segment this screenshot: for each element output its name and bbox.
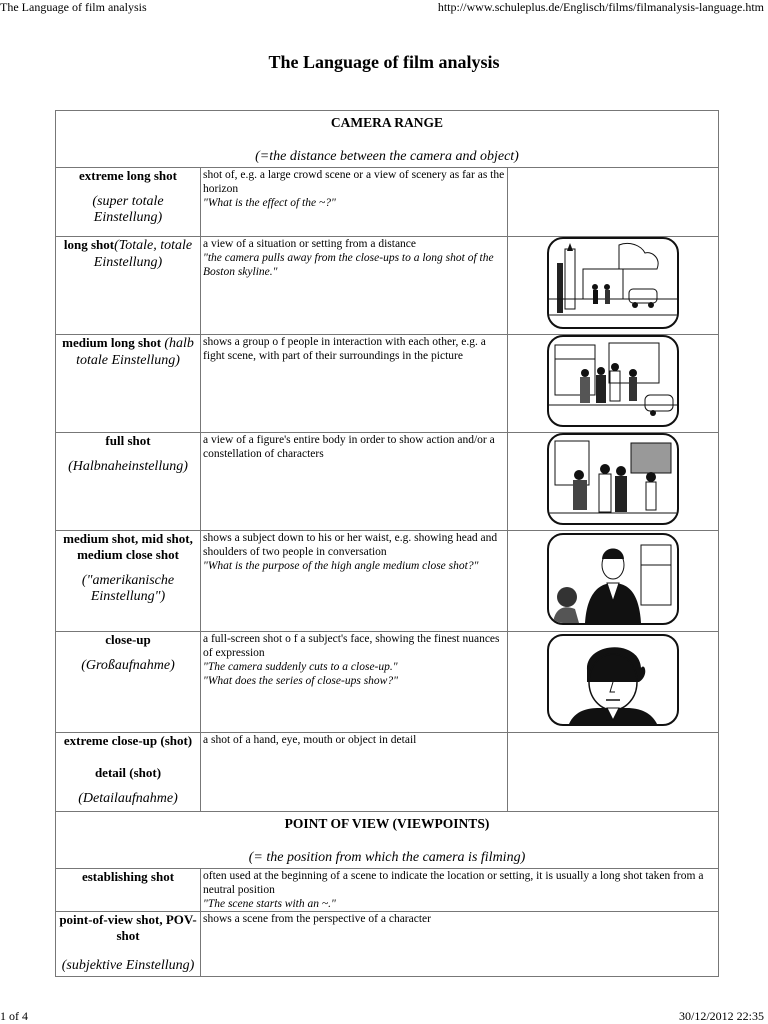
definition: a view of a figure's entire body in order to show action and/or a constellation of characters: [203, 434, 495, 460]
german-term: (Detailaufnahme): [78, 791, 178, 806]
section-header-point-of-view: [56, 812, 719, 869]
browser-url[interactable]: http://www.schuleplus.de/Englisch/films/filmanalysis-language.htm: [437, 0, 764, 14]
german-term: ("amerikanische Einstellung"): [81, 573, 175, 604]
definition: a full-screen shot o f a subject's face, showing the finest nuances of expression: [203, 633, 500, 659]
browser-page-title: The Language of film analysis: [0, 0, 147, 14]
table-row: [56, 168, 719, 237]
medium-shot-illustration: [547, 533, 679, 625]
example: "What is the effect of the ~?": [203, 197, 336, 209]
section-heading: CAMERA RANGE: [330, 115, 444, 130]
term: long shot: [63, 237, 115, 252]
full-shot-illustration: [547, 433, 679, 525]
definition: a view of a situation or setting from a distance: [203, 238, 417, 250]
term: full shot: [105, 433, 151, 448]
section-subheading: (= the position from which the camera is filming): [248, 850, 526, 865]
definition: shows a subject down to his or her waist, e.g. showing head and shoulders of two people in conversation: [203, 532, 498, 558]
medium-long-shot-illustration: [547, 335, 679, 427]
empty-image-cell: [508, 733, 719, 812]
film-terms-table: [55, 110, 719, 977]
german-term: (Großaufnahme): [81, 658, 175, 673]
document-title: The Language of film analysis: [268, 52, 500, 72]
german-term: (super totale Einstellung): [92, 194, 164, 225]
table-row: [56, 733, 719, 812]
close-up-illustration: [547, 634, 679, 726]
term: point-of-view shot, POV-shot: [59, 912, 197, 943]
german-term: (Totale, totale Einstellung): [93, 238, 193, 270]
table-row: [56, 237, 719, 335]
definition: a shot of a hand, eye, mouth or object in detail: [203, 734, 417, 746]
term: medium shot, mid shot, medium close shot: [63, 531, 193, 562]
term: extreme long shot: [79, 168, 177, 183]
table-row: [56, 912, 719, 977]
definition: often used at the beginning of a scene to indicate the location or setting, it is usually a long shot taken from a neutral position: [203, 870, 704, 896]
german-term: (halb totale Einstellung): [76, 336, 194, 368]
page-number: 1 of 4: [0, 1009, 28, 1023]
term: close-up: [105, 632, 151, 647]
table-row: [56, 632, 719, 733]
term: medium long shot: [62, 335, 162, 350]
long-shot-illustration: [547, 237, 679, 329]
table-row: [56, 531, 719, 632]
example: "The camera suddenly cuts to a close-up.": [203, 661, 398, 673]
section-subheading: (=the distance between the camera and object): [255, 149, 519, 164]
term: establishing shot: [81, 869, 175, 884]
definition: shows a group o f people in interaction with each other, e.g. a fight scene, with part of their surroundings in the picture: [203, 336, 486, 362]
table-row: [56, 335, 719, 433]
example: "the camera pulls away from the close-ups to a long shot of the Boston skyline.": [203, 252, 494, 278]
table-row: [56, 433, 719, 531]
german-term: (subjektive Einstellung): [61, 958, 195, 973]
example-2: "What does the series of close-ups show?": [203, 675, 398, 687]
definition: shot of, e.g. a large crowd scene or a view of scenery as far as the horizon: [203, 169, 505, 195]
table-row: [56, 869, 719, 912]
definition: shows a scene from the perspective of a character: [203, 913, 431, 925]
german-term: (Halbnaheinstellung): [68, 459, 188, 474]
example: "The scene starts with an ~.": [203, 898, 336, 910]
empty-image-cell: [508, 168, 719, 237]
section-heading: POINT OF VIEW (VIEWPOINTS): [284, 816, 490, 831]
term-alt: detail (shot): [94, 765, 162, 780]
term: extreme close-up (shot): [63, 733, 193, 748]
example: "What is the purpose of the high angle medium close shot?": [203, 560, 479, 572]
section-header-camera-range: [56, 111, 719, 168]
print-timestamp: 30/12/2012 22:35: [678, 1009, 764, 1023]
